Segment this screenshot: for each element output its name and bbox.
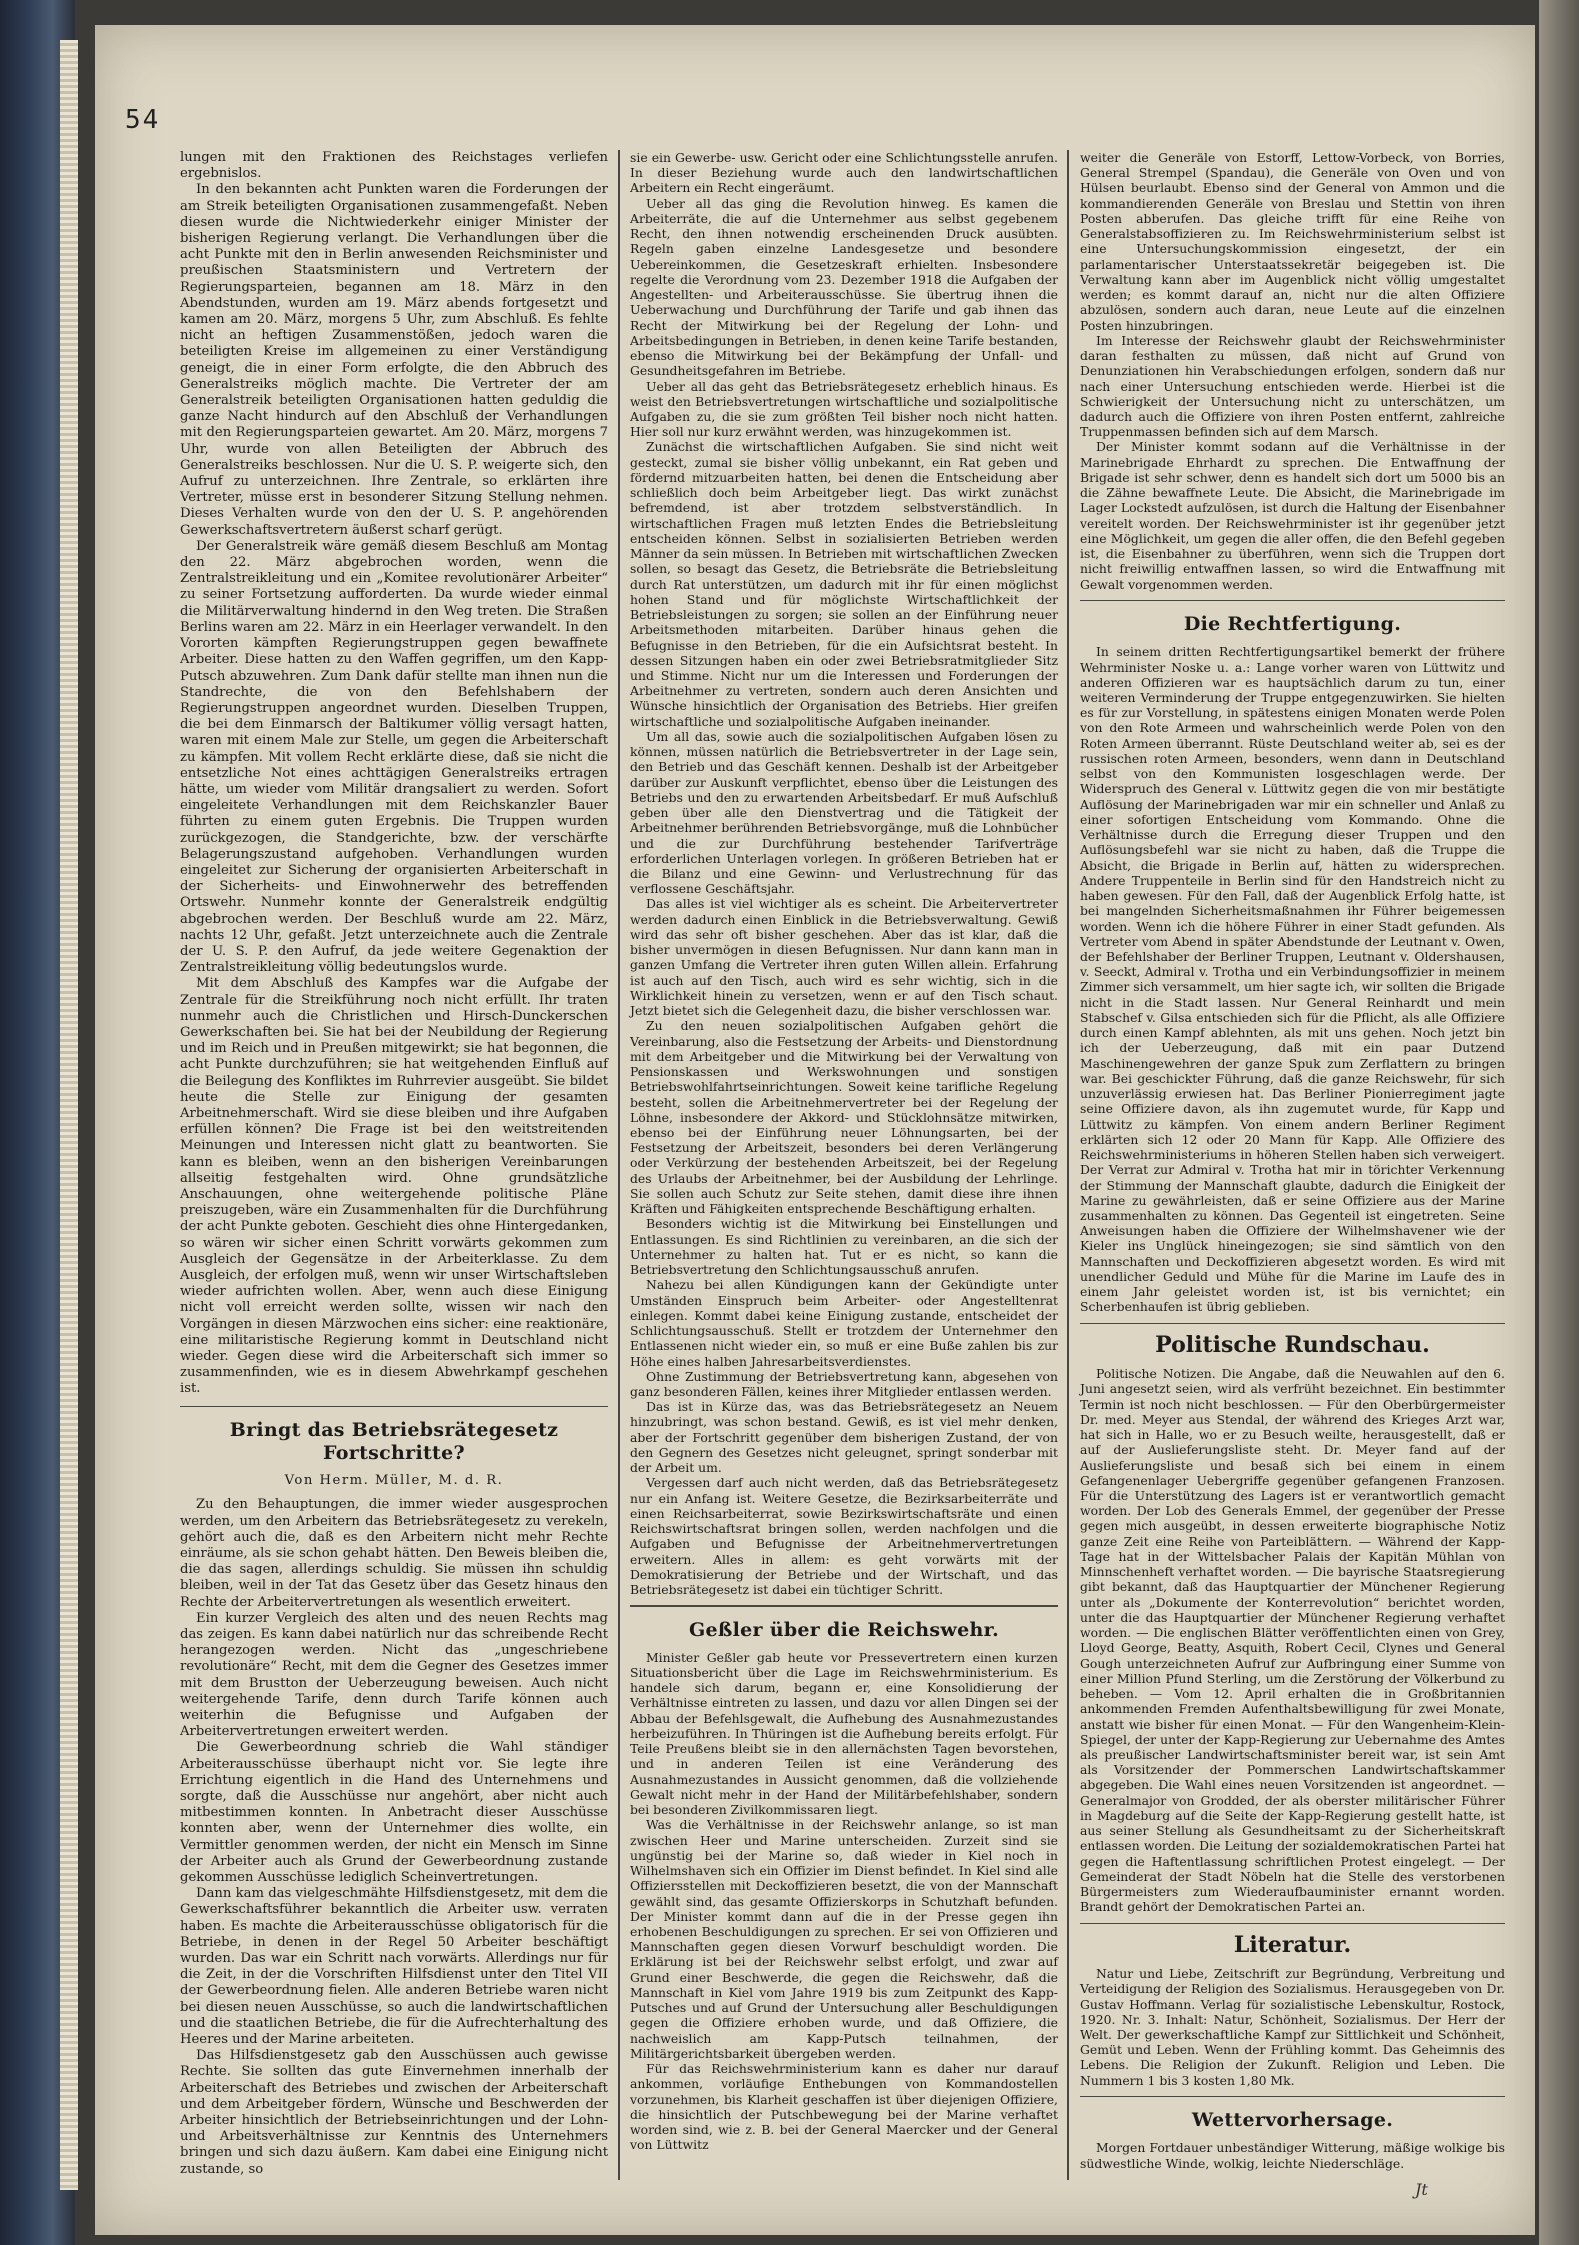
paragraph: Der Minister kommt sodann auf die Verhältnisse in der Marinebrigade Ehrhardt zu sprechen. Die Entwaffnung der Brigade ist sehr schwer, denn es handelt sich dort um 5000 bis an die Zähne bewaffnete Leute. Die Absicht, die Marinebrigade im Lager Lockstedt aufzulösen, ist durch die Haltung der Eisenbahner vereitelt worden. Der Reichswehrminister ist ihr gegenüber jetzt eine Möglichkeit, um gegen die aller offen, die den Befehl gegeben ist, die Eisenbahner zu überführen, wenn sich die Truppen dort nicht freiwillig entwaffnen lassen, so wird die Entwaffnung mit Gewalt vorgenommen werden. <box>1080 439 1505 592</box>
section-title: Literatur. <box>1233 1932 1352 1959</box>
paragraph: Zu den neuen sozialpolitischen Aufgaben gehört die Vereinbarung, also die Festsetzung der Arbeits- und Dienstordnung mit dem Arbeitgeber und die Mitwirkung bei der Verwaltung von Pensionskassen und Werkswohnungen und sonstigen Betriebswohlfahrtseinrichtungen. Soweit keine tarifliche Regelung besteht, sollen die Arbeitnehmervertreter bei der Regelung der Löhne, insbesondere der Akkord- und Stücklohnsätze mitwirken, ebenso bei der Einführung neuer Löhnungsarten, bei der Festsetzung der Arbeitszeit, besonders bei deren Verlängerung oder Verkürzung der bestehenden Arbeitszeit, bei der Regelung des Urlaubs der Arbeitnehmer, bei der Ausbildung der Lehrlinge. Sie sollen auch Schutz zur Seite stehen, damit diese ihre ihnen Kräften und Fähigkeiten entsprechende Beschäftigung erhalten. <box>630 1018 1058 1217</box>
paragraph: Mit dem Abschluß des Kampfes war die Aufgabe der Zentrale für die Streikführung noch nicht erfüllt. Ihr traten nunmehr auch die Christlichen und Hirsch-Dunckerschen Gewerkschaften bei. Sie hat bei der Neubildung der Regierung und im Reich und in Preußen mitgewirkt; sie hat begonnen, die acht Punkte durchzuführen; sie hat weitgehenden Einfluß auf die Beilegung des Konfliktes im Ruhrrevier ausgeübt. Sie bildet heute die Stelle zur Einigung der gesamten Arbeitnehmerschaft. Wird sie diese bleiben und ihre Aufgaben erfüllen können? Die Frage ist bei den weitstreitenden Meinungen und Interessen nicht glatt zu beantworten. Sie kann es bleiben, wenn an den bisherigen Vereinbarungen allseitig festgehalten wird. Ohne grundsätzliche Anschauungen, ohne weitergehende politische Pläne preiszugeben, wäre ein Zusammenhalten für die Durchführung der acht Punkte geboten. Geschieht dies ohne Hintergedanken, so wären wir sicher einen Schritt vorwärts gekommen zum Ausgleich der Gegensätze in der Arbeiterklasse. Zu dem Ausgleich, der erfolgen muß, wenn wir unser Wirtschaftsleben wieder aufrichten wollen. Aber, wenn auch diese Einigung nicht voll erreicht werden sollte, wissen wir nach den Vorgängen in diesen Märzwochen eins sicher: eine reaktionäre, eine militaristische Regierung kommt in Deutschland nicht wieder. Gegen diese wird die Arbeiterschaft sich immer so zusammenfinden, wie es in diesem Abwehrkampf geschehen ist. <box>180 976 608 1397</box>
page-number: 54 <box>125 105 161 135</box>
paragraph: Die Gewerbeordnung schrieb die Wahl ständiger Arbeiterausschüsse überhaupt nicht vor. Sie legte ihre Errichtung eigentlich in die Hand des Unternehmens und sorgte, daß die Ausschüsse nur angehört, aber nicht auch mitbestimmen konnten. In Anbetracht dieser Ausschüsse konnten aber, wenn der Unternehmer dies wollte, ein Vermittler genommen werden, der nicht ein Mensch im Sinne der Arbeiter auch als Grund der Gewerbeordnung zustande gekommen Ausschüsse lediglich Scheinvertretungen. <box>180 1740 608 1886</box>
paragraph: Ueber all das geht das Betriebsrätegesetz erheblich hinaus. Es weist den Betriebsvertretungen wirtschaftliche und sozialpolitische Aufgaben zu, die sie zum größten Teil bisher noch nicht hatten. Hier soll nur kurz erwähnt werden, was hinzugekommen ist. <box>630 378 1058 440</box>
paragraph: Morgen Fortdauer unbeständiger Witterung, mäßige wolkige bis südwestliche Winde, wolkig, leichte Niederschläge. <box>1080 2140 1505 2171</box>
paragraph: Zu den Behauptungen, die immer wieder ausgesprochen werden, um den Arbeitern das Betriebsrätegesetz zu verekeln, gehört auch die, daß es den Arbeitern nicht mehr Rechte einräume, als sie schon gehabt hätten. Den Beweis bleiben die, die das sagen, allerdings schuldig. Sie müssen ihn schuldig bleiben, weil in der Tat das Gesetz über das Gesetz hinaus den Rechte der Arbeitervertretungen als wesentlich erweitert. <box>180 1497 608 1610</box>
archive-mark: Jt <box>1415 2180 1428 2199</box>
section-title: Wettervorhersage. <box>1191 2109 1394 2132</box>
paragraph: Besonders wichtig ist die Mitwirkung bei Einstellungen und Entlassungen. Es sind Richtlinien zu vereinbaren, an die sich der Unternehmer zu halten hat. Tut er es nicht, so kann die Betriebsvertretung den Schlichtungsausschuß anrufen. <box>630 1216 1058 1278</box>
paragraph: Minister Geßler gab heute vor Pressevertretern einen kurzen Situationsbericht über die Lage im Reichswehrministerium. Es handele sich darum, begann er, eine Konsolidierung der Verhältnisse eintreten zu lassen, und dazu vor allen Dingen sei der Abbau der Befehlsgewalt, die Aufhebung des Ausnahmezustandes herbeizuführen. In Thüringen ist die Aufhebung bereits erfolgt. Für Teile Preußens bleibt sie in den allernächsten Tagen bevorstehen, und in anderen Teilen ist eine Veränderung des Ausnahmezustandes in Aussicht genommen, daß die vollziehende Gewalt nicht mehr in der Hand der Militärbefehlshaber, sondern bei besonderen Zivilkommissaren liegt. <box>630 1649 1058 1818</box>
paragraph: Ohne Zustimmung der Betriebsvertretung kann, abgesehen von ganz besonderen Fällen, keines ihrer Mitglieder entlassen werden. <box>630 1368 1058 1399</box>
section-divider <box>1080 1923 1505 1925</box>
paragraph: Der Generalstreik wäre gemäß diesem Beschluß am Montag den 22. März abgebrochen worden, wenn die Zentralstreikleitung und ein „Komitee revolutionärer Arbeiter“ zu seiner Fortsetzung aufforderten. Da wurde wieder einmal die Militärverwaltung hindernd in den Weg treten. Die Straßen Berlins waren am 22. März in ein Heerlager verwandelt. In den Vororten kämpften Regierungstruppen gegen bewaffnete Arbeiter. Diese hatten zu den Waffen gegriffen, um den Kapp-Putsch abzuwehren. Zum Dank dafür stellte man ihnen nun die Standrechte, die von den Befehlshabern der Regierungstruppen angeordnet wurden. Dieselben Truppen, die bei dem Einmarsch der Baltikumer völlig versagt hatten, waren mit einem Male zur Stelle, um gegen die Arbeiterschaft zu kämpfen. Mit vollem Recht erklärte diese, daß sie nicht die entsetzliche Not eines achttägigen Generalstreiks ertragen hätte, um wieder vom Militär drangsaliert zu werden. Sofort eingeleitete Verhandlungen mit dem Reichskanzler Bauer führten zu einem guten Ergebnis. Die Truppen wurden zurückgezogen, die Standgerichte, bzw. der verschärfte Belagerungszustand aufgehoben. Verhandlungen wurden eingeleitet zur Sicherung der organisierten Arbeiterschaft in der Sicherheits- und Einwohnerwehr des betreffenden Ortswehr. Nunmehr konnte der Generalstreik endgültig abgebrochen werden. Der Beschluß wurde am 22. März, nachts 12 Uhr, gefaßt. Jetzt unterzeichnete auch die Zentrale der U. S. P. den Aufruf, da jede weitere Gegenaktion der Zentralstreikleitung völlig bedeutungslos wurde. <box>180 538 608 976</box>
paragraph: Das ist in Kürze das, was das Betriebsrätegesetz an Neuem hinzubringt, was schon bestand. Gewiß, es ist viel mehr denken, aber der Fortschritt gegenüber dem bisherigen Zustand, der von den Gegnern des Gesetzes nicht geleugnet, springt sonderbar mit der Arbeit um. <box>630 1399 1058 1476</box>
right-page-edge <box>1539 0 1579 2245</box>
paragraph: Nahezu bei allen Kündigungen kann der Gekündigte unter Umständen Einspruch beim Arbeiter- oder Angestelltenrat einlegen. Kommt dabei keine Einigung zustande, entscheidet der Schlichtungsausschuß. Stellt er trotzdem der Unternehmer den Entlassenen nicht wieder ein, so muß er eine Buße zahlen bis zur Höhe eines halben Jahresarbeitsverdienstes. <box>630 1277 1058 1369</box>
paragraph: Ein kurzer Vergleich des alten und des neuen Rechts mag das zeigen. Es kann dabei natürlich nur das schreibende Recht herangezogen werden. Nicht das „ungeschriebene revolutionäre“ Recht, mit dem die Gegner des Gesetzes immer mit dem Brustton der Ueberzeugung beweisen. Auch nicht weitergehende Tarife, denn durch Tarife können auch weiterhin die Befugnisse und Aufgaben der Arbeitervertretungen erweitert werden. <box>180 1610 608 1740</box>
page-stack-edge <box>60 40 78 2190</box>
section-divider <box>630 1605 1058 1607</box>
paragraph: weiter die Generäle von Estorff, Lettow-Vorbeck, von Borries, General Strempel (Spandau), die Generäle von Oven und von Hülsen beurlaubt. Ebenso sind der General von Ammon und die kommandierenden Generäle von Breslau und Stettin von ihren Posten abberufen. Das gleiche trifft für eine Reihe von Generalstabsoffizieren zu. Im Reichswehrministerium selbst ist eine Untersuchungskommission eingesetzt, der ein parlamentarischer Unterstaatssekretär beigegeben ist. Die Verwaltung kann aber im Augenblick nicht völlig umgestaltet werden; es kommt darauf an, nicht nur die alten Offiziere abzulösen, sondern auch daran, neue Leute auf die einzelnen Posten hinzubringen. <box>1080 150 1505 333</box>
column-2 <box>630 150 1058 2153</box>
section-divider <box>180 1406 608 1408</box>
paragraph: In den bekannten acht Punkten waren die Forderungen der am Streik beteiligten Organisationen zusammengefaßt. Neben diesen wurde die Nichtwiederkehr einiger Minister der bisherigen Regierung verlangt. Die Verhandlungen über die acht Punkte mit den in Berlin anwesenden Reichsminister und preußischen Staatsministern und Vertretern der Regierungsparteien, begannen am 18. März in den Abendstunden, wurden am 19. März abends fortgesetzt und kamen am 20. März, morgens 5 Uhr, zum Abschluß. Es fehlte nicht an heftigen Zusammenstößen, jedoch waren die beteiligten Kreise im allgemeinen zu einer Verständigung geneigt, die in einer Form erfolgte, die den Abbruch des Generalstreiks möglich machte. Die Vertreter der am Generalstreik beteiligten Organisationen hatten geduldig die ganze Nacht hindurch auf den Abschluß der Verhandlungen mit den Regierungsparteien gewartet. Am 20. März, morgens 7 Uhr, wurde von allen Beteiligten der Abbruch des Generalstreiks beschlossen. Nur die U. S. P. weigerte sich, den Aufruf zu unterzeichnen. Ihre Zentrale, so erklärten ihre Vertreter, müsse erst in besonderer Sitzung Stellung nehmen. Dieses Verhalten wurde von den der U. S. P. angehörenden Gewerkschaftsvertretern äußerst scharf gerügt. <box>180 182 608 538</box>
paragraph: Politische Notizen. Die Angabe, daß die Neuwahlen auf den 6. Juni angesetzt seien, wird als verfrüht bezeichnet. Ein bestimmter Termin ist noch nicht beschlossen. — Für den Oberbürgermeister Dr. med. Meyer aus Stendal, der während des Krieges Arzt war, hat sich in Halle, wo er zu Besuch weilte, herausgestellt, daß er auf der Auslieferungsliste steht. Dr. Meyer fand auf der Auslieferungsliste und besaß sich bei einem in einem Gefangenenlager Uebergriffe gegenüber gefangenen Franzosen. Für die Unterstützung des Lagers ist er verantwortlich gemacht worden. Der Lob des Generals Emmel, der gegenüber der Presse gegen mich ausgeübt, in dessen erweiterte biographische Notiz ganze Zeit eine Reihe von Parteiblättern. — Während der Kapp-Tage hat in der Wittelsbacher Palais der Kapitän Mühlan von Minnschenheft verhaftet worden. — Die bayrische Staatsregierung gibt bekannt, daß das Hauptquartier der Münchener Regierung unter als „Dokumente der Konterrevolution“ berichtet worden, unter die das Hauptquartier der Münchener Regierung verhaftet worden. — Die englischen Blätter veröffentlichten einen von Grey, Lloyd George, Beatty, Asquith, Robert Cecil, Clynes und General Gough unterzeichneten Aufruf zur Aufbringung einer Summe von einer Million Pfund Sterling, um die Zerstörung der Völkerbund zu beheben. — Vom 12. April erhalten die in Großbritannien ankommenden Fremden Aufenthaltsbewilligung für zwei Monate, anstatt wie bisher für einen Monat. — Für den Wangenheim-Klein-Spiegel, der unter der Kapp-Regierung zur Uebernahme des Amtes als preußischer Landwirtschaftsminister bereit war, ist sein Amt als Vorsitzender der Pommerschen Landwirtschaftskammer abgegeben. Die Wahl eines neuen Vorsitzenden ist angeordnet. — Generalmajor von Grodded, der als oberster militärischer Führer in Magdeburg auf die Seite der Kapp-Regierung gestellt hatte, ist aus seiner Stellung als Gesundheitsamt zu der Sicherheitskraft entlassen worden. Die Leitung der sozialdemokratischen Partei hat gegen die Haftentlassung schriftlichen Protest eingelegt. — Der Gemeinderat der Stadt Nöbeln hat die Stelle des verstorbenen Bürgermeisters zum Wiederaufbauminister ernannt worden. Brandt gehört der Demokratischen Partei an. <box>1080 1366 1505 1915</box>
paragraph: Im Interesse der Reichswehr glaubt der Reichswehrminister daran festhalten zu müssen, daß nicht auf Grund von Denunziationen hin Verabschiedungen erfolgen, sondern daß nur nach einer Untersuchung entschieden werde. Hierbei ist die Schwierigkeit der Untersuchung nicht zu unterschätzen, um dadurch auch die Offiziere von ihren Posten entfernt, zahlreiche Truppenmassen befinden sich auf dem Marsch. <box>1080 332 1505 440</box>
article-byline: Von Herm. Müller, M. d. R. <box>284 1473 504 1489</box>
article-title: Bringt das Betriebsrätegesetz Fortschritte? <box>229 1419 559 1465</box>
column-3 <box>1080 150 1505 2171</box>
paragraph: Das Hilfsdienstgesetz gab den Ausschüssen auch gewisse Rechte. Sie sollten das gute Einvernehmen innerhalb der Arbeiterschaft des Betriebes und zwischen der Arbeiterschaft und dem Arbeitgeber fördern, Wünsche und Beschwerden der Arbeiter hinsichtlich der Betriebseinrichtungen und der Lohn- und Arbeitsverhältnisse zur Kenntnis des Unternehmers bringen und sich dazu äußern. Kam dabei eine Einigung nicht zustande, so <box>180 2048 608 2177</box>
section-title: Politische Rundschau. <box>1155 1332 1430 1359</box>
column-rule-1 <box>618 150 620 2180</box>
paragraph: lungen mit den Fraktionen des Reichstages verliefen ergebnislos. <box>180 150 608 182</box>
paragraph: Was die Verhältnisse in der Reichswehr anlange, so ist man zwischen Heer und Marine unterscheiden. Zurzeit sind sie ungünstig bei der Marine so, daß wieder in Kiel noch in Wilhelmshaven sich ein Offizier im Dienst befindet. In Kiel sind alle Offiziersstellen mit Deckoffizieren besetzt, die von der Mannschaft gewählt sind, das gesamte Offizierskorps in Schutzhaft befunden. Der Minister kommt dann auf die in der Presse gegen ihn erhobenen Beschuldigungen zu sprechen. Er sei von Offizieren und Mannschaften gegen diesen Vorwurf beschuldigt worden. Die Erklärung ist bei der Reichswehr selbst erfolgt, und zwar auf Grund einer Beschwerde, die gegen die Reichswehr, daß die Mannschaft in Kiel vom Jahre 1919 bis zum Zeitpunkt des Kapp-Putsches und auf Grund der Untersuchung aller Beschuldigungen gegen die Offiziere erhoben wurde, und daß Offiziere, die nachweislich am Kapp-Putsch teilnahmen, der Militärgerichtsbarkeit übergeben werden. <box>630 1817 1058 2061</box>
paragraph: Vergessen darf auch nicht werden, daß das Betriebsrätegesetz nur ein Anfang ist. Weitere Gesetze, die Bezirksarbeiterräte und einen Reichsarbeiterrat, sowie Bezirkswirtschaftsräte und einen Reichswirtschaftsrat bringen sollen, werden nachfolgen und die Aufgaben und Befugnisse der Arbeitnehmervertretungen erweitern. Alles in allem: es geht vorwärts mit der Demokratisierung der Betriebe und der Wirtschaft, und das Betriebsrätegesetz ist dabei ein tüchtiger Schritt. <box>630 1475 1058 1598</box>
section-divider <box>1080 2096 1505 2098</box>
paragraph: Um all das, sowie auch die sozialpolitischen Aufgaben lösen zu können, müssen natürlich die Betriebsvertreter in der Lage sein, den Betrieb und das Geschäft kennen. Deshalb ist der Arbeitgeber darüber zur Auskunft verpflichtet, ebenso über die Leistungen des Betriebs und den zu erwartenden Arbeitsbedarf. Er muß Aufschluß geben über alle den Dienstvertrag und die Tätigkeit der Arbeitnehmer berührenden Betriebsvorgänge, muß die Lohnbücher und die zur Durchführung bestehender Tarifverträge erforderlichen Unterlagen vorlegen. In größeren Betrieben hat er die Bilanz und eine Gewinn- und Verlustrechnung für das verflossene Geschäftsjahr. <box>630 728 1058 897</box>
column-1 <box>180 150 608 2178</box>
article-title: Geßler über die Reichswehr. <box>688 1618 1000 1641</box>
paragraph: In seinem dritten Rechtfertigungsartikel bemerkt der frühere Wehrminister Noske u. a.: Lange vorher waren von Lüttwitz und anderen Offizieren war es hauptsächlich darum zu tun, einer weiteren Verminderung der Truppe entgegenzuwirken. Sie hielten es für zur Vorstellung, in spätestens einigen Monaten werde Polen von den Rote Armeen und wahrscheinlich werde Polen von den Roten Armeen überrannt. Rüste Deutschland weiter ab, sei es der russischen roten Armeen, besonders, wenn dann in Deutschland selbst von den Kommunisten losgeschlagen werde. Der Widerspruch des General v. Lüttwitz gegen die von mir bestätigte Auflösung der Marinebrigaden war mir ein schneller und Anlaß zu einer sofortigen Entscheidung vom Kommando. Ohne die Verhältnisse durch die Erregung dieser Truppen und den Auflösungsbefehl war sie nicht zu haben, daß die Truppe die Absicht, die Brigade in Berlin auf, hätten zu widersprechen. Andere Truppenteile in Berlin sind für den Handstreich nicht zu haben gewesen. Für den Fall, daß der Augenblick Erfolg hatte, ist bei mangelnden Sicherheitsmaßnahmen ihr Führer beigemessen worden. Wenn ich die höhere Führer in einer Stadt gefunden. Als Vertreter vom Abend in später Abendstunde der Leutnant v. Owen, der Befehlshaber der Berliner Truppen, Leutnant v. Oldershausen, v. Seeckt, Admiral v. Trotha und ein Verbindungsoffizier in meinem Zimmer sich versammelt, um hier sagte ich, wir sollten die Brigade nicht in die Stadt lassen. Nur General Reinhardt und mein Stabschef v. Gilsa entschieden sich für die Pflicht, als alle Offiziere durch einen Kampf ablehnten, als mit uns gehen. Noch jetzt bin ich der Ueberzeugung, daß mit ein paar Dutzend Maschinengewehren der ganze Spuk zum Zerflattern zu bringen war. Bei geschickter Führung, daß die ganze Reichswehr, für sich unzuverlässig erwiesen hat. Das Berliner Pionierregiment jagte seine Offiziere davon, als ihn zugemutet wurde, für Kapp und Lüttwitz zu kämpfen. Von einem andern Berliner Regiment erklärten sich 12 oder 20 Mann für Kapp. Alle Offiziere des Reichswehrministeriums in höheren Stellen haben sich verweigert. Der Verrat zur Admiral v. Trotha hat mir in törichter Verkennung der Stimmung der Mannschaft glaubte, dadurch die Einigkeit der Marine zu gewährleisten, daß er seine Offiziere aus der Marine zusammenhalten zu können. Das Gegenteil ist eingetreten. Seine Anweisungen haben die Offiziere der Wilhelmshavener wie der Kieler ins Unglück hineingezogen; sie sind sämtlich von den Mannschaften und Deckoffizieren abgesetzt worden. Es wird mit unendlicher Geduld und Mühe für die Marine im Laufe des in einem Jahr geleistet worden ist, ist bis vernichtet; ein Scherbenhaufen ist übrig geblieben. <box>1080 644 1505 1315</box>
section-divider <box>1080 1323 1505 1325</box>
section-divider <box>1080 600 1505 602</box>
paragraph: Dann kam das vielgeschmähte Hilfsdienstgesetz, mit dem die Gewerkschaftsführer bekanntlich die Arbeiter usw. verraten haben. Es machte die Arbeiterausschüsse obligatorisch für die Betriebe, in denen in der Regel 50 Arbeiter beschäftigt wurden. Das war ein Schritt nach vorwärts. Allerdings nur für die Zeit, in der die Vorschriften Hilfsdienst unter den Titel VII der Gewerbeordnung fielen. Alle anderen Betriebe waren nicht bei diesen neuen Ausschüsse, so auch die landwirtschaftlichen und die staatlichen Betriebe, die für die Aufrechterhaltung des Heeres und der Marine arbeiteten. <box>180 1886 608 2048</box>
paragraph: Zunächst die wirtschaftlichen Aufgaben. Sie sind nicht weit gesteckt, zumal sie bisher völlig unbekannt, ein Rat geben und fördernd mitzuarbeiten hatten, bei denen die Entscheidung aber schließlich doch beim Arbeitgeber liegt. Das wirkt zunächst befremdend, ist aber trotzdem selbstverständlich. In wirtschaftlichen Fragen muß letzten Endes die Betriebsleitung entscheiden können. Selbst in sozialisierten Betrieben werden Männer da sein müssen. In Betrieben mit wirtschaftlichen Zwecken sollen, so besagt das Gesetz, die Betriebsräte die Betriebsleitung durch Rat unterstützen, um dadurch mit ihr für einen möglichst hohen Stand und für möglichste Wirtschaftlichkeit der Betriebsleistungen zu sorgen; sie sollen an der Einführung neuer Arbeitsmethoden mitarbeiten. Darüber hinaus gehen die Befugnisse in den Betrieben, für die ein Aufsichtsrat besteht. In dessen Sitzungen haben ein oder zwei Betriebsratmitglieder Sitz und Stimme. Nicht nur um die Interessen und Forderungen der Arbeitnehmer zu vertreten, sondern auch deren Ansichten und Wünsche hinsichtlich der Organisation des Betriebs. Hier greifen wirtschaftliche und sozialpolitische Aufgaben ineinander. <box>630 439 1058 729</box>
paragraph: Das alles ist viel wichtiger als es scheint. Die Arbeitervertreter werden dadurch einen Einblick in die Betriebsverwaltung. Gewiß wird das sehr oft bisher geschehen. Aber das ist klar, daß die bisher unvermögen in diesen Befugnissen. Nur dann kann man in ganzen Umfang die Vertreter ihren guten Willen allein. Erfahrung ist auch auf den Tisch, auch wird es sehr wichtig, sich in die Wirklichkeit hinein zu versetzen, wenn er auf den Tisch schaut. Jetzt bietet sich die Gelegenheit dazu, die bisher verschlossen war. <box>630 896 1058 1019</box>
article-title: Die Rechtfertigung. <box>1183 613 1402 636</box>
paragraph: Für das Reichswehrministerium kann es daher nur darauf ankommen, vorläufige Enthebungen von Kommandostellen vorzunehmen, bis Klarheit geschaffen ist über diejenigen Offiziere, die hinsichtlich der Putschbewegung bei der Marine verhaftet worden sind, wie z. B. bei der General Maercker und der General von Lüttwitz <box>630 2061 1058 2153</box>
paragraph: Ueber all das ging die Revolution hinweg. Es kamen die Arbeiterräte, die auf die Unternehmer aus selbst gegebenem Recht, den ihnen notwendig erscheinenden Druck ausübten. Regeln gaben einzelne Landesgesetze und besondere Uebereinkommen, die Gesetzeskraft erhielten. Insbesondere regelte die Verordnung vom 23. Dezember 1918 die Aufgaben der Angestellten- und Arbeiterausschüsse. Sie übertrug ihnen die Ueberwachung und Durchführung der Tarife und gab ihnen das Recht der Mitwirkung bei der Regelung der Lohn- und Arbeitsbedingungen in Betrieben, in denen keine Tarife bestanden, ebenso die Mitwirkung bei der Bekämpfung der Unfall- und Gesundheitsgefahren im Betriebe. <box>630 195 1058 379</box>
paragraph: sie ein Gewerbe- usw. Gericht oder eine Schlichtungsstelle anrufen. In dieser Beziehung wurde auch den landwirtschaftlichen Arbeitern ein Recht eingeräumt. <box>630 150 1058 196</box>
column-rule-2 <box>1067 150 1069 2180</box>
paragraph: Natur und Liebe, Zeitschrift zur Begründung, Verbreitung und Verteidigung der Religion des Sozialismus. Herausgegeben von Dr. Gustav Hoffmann. Verlag für sozialistische Lebenskultur, Rostock, 1920. Nr. 3. Inhalt: Natur, Schönheit, Sozialismus. Der Herr der Welt. Der gewerkschaftliche Kampf zur Sittlichkeit und Schönheit, Gemüt und Leben. Wenn der Frühling kommt. Das Geheimnis des Lebens. Die Religion der Zukunft. Religion und Leben. Die Nummern 1 bis 3 kosten 1,80 Mk. <box>1080 1966 1505 2088</box>
